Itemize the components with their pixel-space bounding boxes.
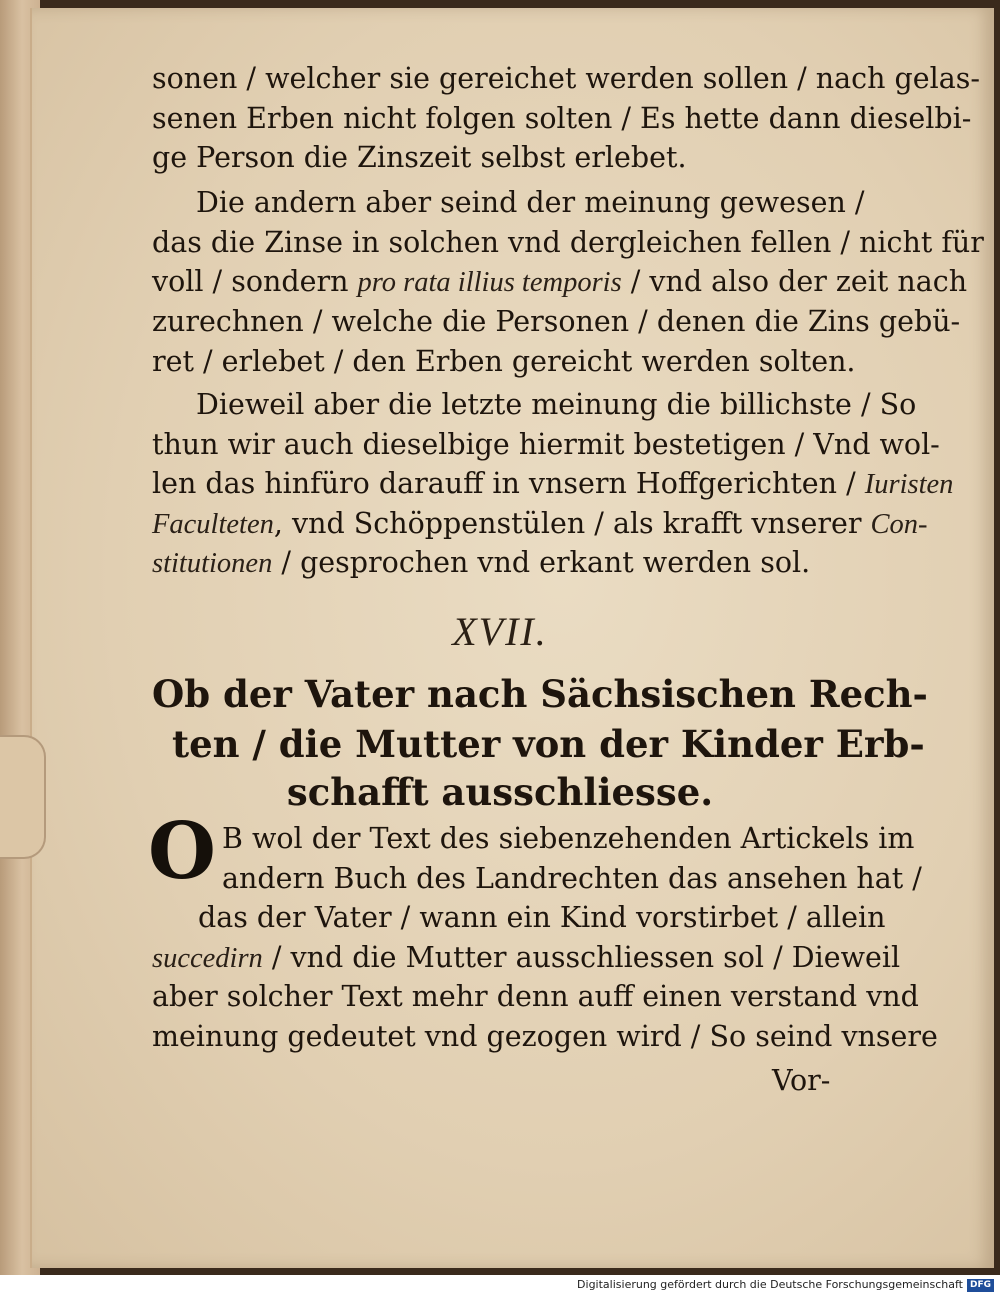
text-line: thun wir auch dieselbige hiermit bestetigen / Vnd wol- [152, 428, 940, 461]
chapter-heading-line: schafft ausschliesse. [286, 770, 714, 814]
text-run: , vnd Schöppenstülen / als krafft vnserer [273, 507, 871, 540]
latin-word: Faculteten [152, 509, 274, 540]
catchword: Vor- [772, 1064, 831, 1097]
chapter-heading-line: ten / die Mutter von der Kinder Erb- [172, 722, 925, 766]
footer-credit: Digitalisierung gefördert durch die Deutsche Forschungsgemeinschaft [577, 1278, 963, 1291]
text-run: / vnd also der zeit nach [621, 265, 968, 298]
text-run: len das hinfüro darauff in vnsern Hoffgerichten / [152, 467, 865, 500]
text-line: andern Buch des Landrechten das ansehen hat / [222, 862, 922, 895]
text-line-mixed [152, 941, 900, 975]
latin-word: succedirn [152, 943, 263, 974]
latin-word: Con- [870, 509, 928, 540]
dfg-logo-icon: DFG [967, 1279, 994, 1292]
text-line: das der Vater / wann ein Kind vorstirbet / allein [198, 901, 886, 934]
text-run: voll / sondern [152, 265, 358, 298]
text-line: zurechnen / welche die Personen / denen die Zins gebü- [152, 305, 961, 338]
chapter-heading-line: Ob der Vater nach Sächsischen Rech- [152, 672, 928, 716]
text-line: senen Erben nicht folgen solten / Es hette dann dieselbi- [152, 102, 972, 135]
text-line: meinung gedeutet vnd gezogen wird / So seind vnsere [152, 1020, 938, 1053]
text-line: aber solcher Text mehr denn auff einen verstand vnd [152, 980, 919, 1013]
text-line-mixed [152, 265, 967, 299]
text-line: sonen / welcher sie gereichet werden sollen / nach gelas- [152, 62, 980, 95]
text-run: / gesprochen vnd erkant werden sol. [272, 546, 811, 579]
text-line: ge Person die Zinszeit selbst erlebet. [152, 141, 687, 174]
drop-cap: O [148, 806, 216, 897]
footer-bar [0, 1275, 1000, 1294]
chapter-number: XVII. [452, 609, 548, 654]
latin-word: Iuristen [864, 469, 954, 500]
latin-word: stitutionen [152, 548, 273, 579]
text-line: ret / erlebet / den Erben gereicht werden solten. [152, 345, 856, 378]
text-line-mixed [152, 467, 953, 501]
text-line: Die andern aber seind der meinung gewesen / [196, 186, 865, 219]
text-line: Dieweil aber die letzte meinung die billichste / So [196, 388, 917, 421]
text-line: B wol der Text des siebenzehenden Artickels im [222, 822, 915, 855]
latin-phrase: pro rata illius temporis [357, 267, 622, 298]
text-line: das die Zinse in solchen vnd dergleichen fellen / nicht für [152, 226, 984, 259]
text-line-mixed [152, 546, 810, 580]
text-line-mixed [152, 507, 928, 541]
text-run: / vnd die Mutter ausschliessen sol / Dieweil [262, 941, 901, 974]
